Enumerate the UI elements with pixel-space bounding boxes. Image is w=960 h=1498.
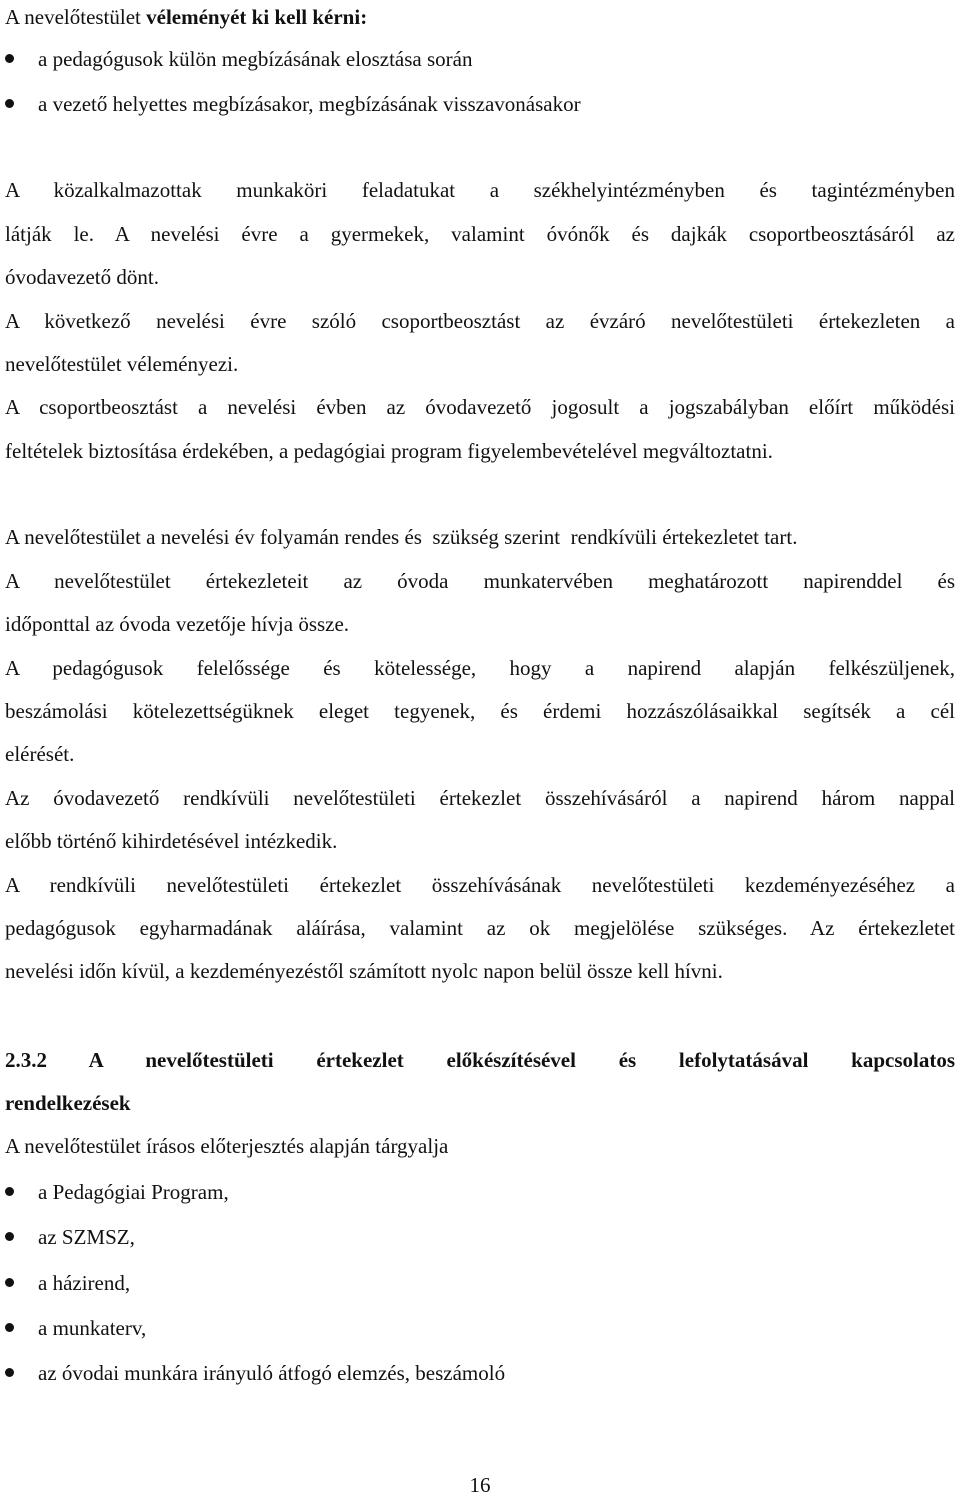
paragraph-line: látják le. A nevelési évre a gyermekek, valamint óvónők és dajkák csoportbeosztásáról az (5, 222, 955, 246)
bullet-icon (5, 1270, 21, 1296)
section-heading-cont: rendelkezések (5, 1091, 131, 1115)
list-item: a házirend, (38, 1271, 131, 1295)
paragraph-line: A következő nevelési évre szóló csoportbeosztást az évzáró nevelőtestületi értekezleten a (5, 309, 955, 333)
list-item: az SZMSZ, (38, 1225, 135, 1249)
intro-bold: véleményét ki kell kérni: (146, 5, 368, 29)
paragraph-line: A csoportbeosztást a nevelési évben az óvodavezető jogosult a jogszabályban előírt működési (5, 395, 955, 419)
intro-prefix: A nevelőtestület (5, 5, 147, 29)
paragraph-line: A rendkívüli nevelőtestületi értekezlet összehívásának nevelőtestületi kezdeményezéséhez a (5, 873, 955, 897)
list-item: a Pedagógiai Program, (38, 1180, 229, 1204)
paragraph-line: feltételek biztosítása érdekében, a pedagógiai program figyelembevételével megváltoztatni. (5, 439, 773, 463)
bullet-icon (5, 1179, 21, 1205)
paragraph-line: A pedagógusok felelőssége és kötelessége, hogy a napirend alapján felkészüljenek, (5, 656, 955, 680)
list-item: a vezető helyettes megbízásakor, megbízásának visszavonásakor (38, 92, 581, 116)
paragraph-line: előbb történő kihirdetésével intézkedik. (5, 829, 338, 853)
paragraph-line: időponttal az óvoda vezetője hívja össze. (5, 612, 350, 636)
paragraph-line: A nevelőtestület a nevelési év folyamán rendes és szükség szerint rendkívüli értekezletet tart. (5, 525, 798, 549)
bullet-icon (5, 1315, 21, 1341)
intro-line (5, 4, 955, 30)
bullet-icon (5, 1360, 21, 1386)
paragraph-line: nevelési időn kívül, a kezdeményezéstől számított nyolc napon belül össze kell hívni. (5, 959, 723, 983)
paragraph-line: A nevelőtestület értekezleteit az óvoda munkatervében meghatározott napirenddel és (5, 569, 955, 593)
bullet-icon (5, 46, 21, 72)
paragraph-line: Az óvodavezető rendkívüli nevelőtestületi értekezlet összehívásáról a napirend három nappal (5, 786, 955, 810)
bullet-icon (5, 91, 21, 117)
paragraph-line: pedagógusok egyharmadának aláírása, valamint az ok megjelölése szükséges. Az értekezletet (5, 916, 955, 940)
paragraph-line: nevelőtestület véleményezi. (5, 352, 239, 376)
paragraph-line: beszámolási kötelezettségüknek eleget tegyenek, és érdemi hozzászólásaikkal segítsék a cél (5, 699, 955, 723)
list-item: a munkaterv, (38, 1316, 147, 1340)
list-item: az óvodai munkára irányuló átfogó elemzés, beszámoló (38, 1361, 506, 1385)
paragraph-line: óvodavezető dönt. (5, 265, 159, 289)
list-item: a pedagógusok külön megbízásának elosztása során (38, 47, 473, 71)
page-number: 16 (469, 1473, 491, 1497)
section-heading: 2.3.2 A nevelőtestületi értekezlet előkészítésével és lefolytatásával kapcsolatos (5, 1048, 955, 1072)
paragraph-line: A közalkalmazottak munkaköri feladatukat a székhelyintézményben és tagintézményben (5, 178, 955, 202)
paragraph-line: elérését. (5, 742, 75, 766)
paragraph-line: A nevelőtestület írásos előterjesztés alapján tárgyalja (5, 1134, 449, 1158)
bullet-icon (5, 1224, 21, 1250)
